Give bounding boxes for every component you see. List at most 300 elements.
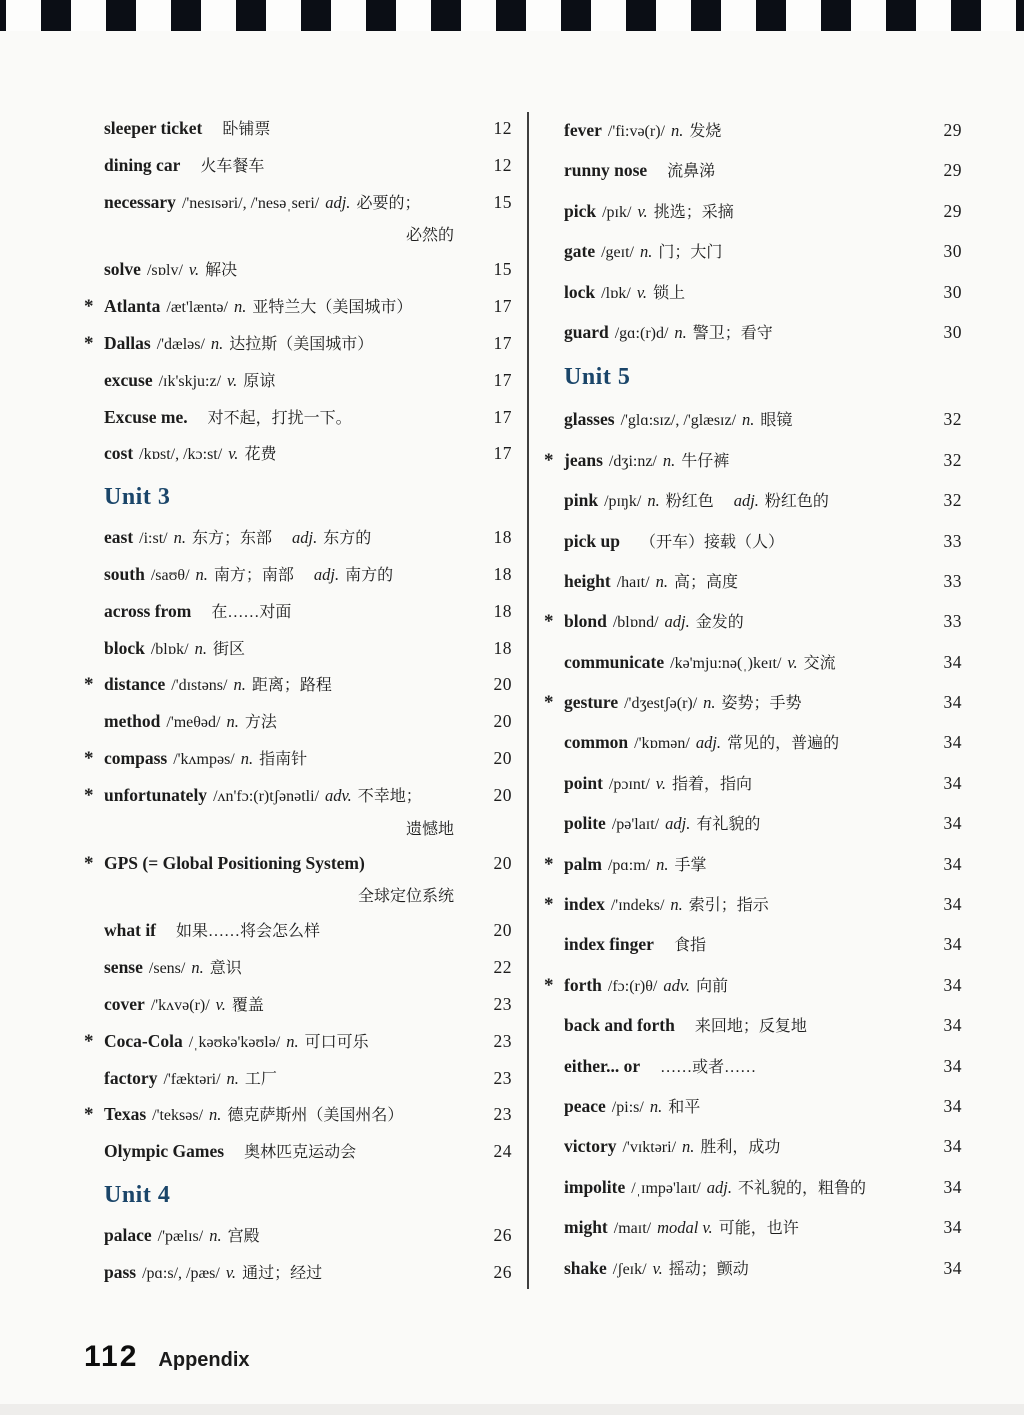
star-marker: * bbox=[84, 674, 94, 696]
entry-body bbox=[104, 740, 472, 779]
entry-word: unfortunately bbox=[104, 784, 208, 805]
entry-body bbox=[564, 1248, 922, 1290]
entry-phonetic: /'pælɪs/ bbox=[157, 1227, 204, 1245]
entry-phonetic: /pɪk/ bbox=[602, 203, 632, 221]
entry-page-number: 18 bbox=[493, 637, 512, 658]
entry-phonetic: /ɪk'skju:z/ bbox=[158, 372, 222, 390]
entry-translation: 必要的； bbox=[356, 194, 421, 212]
entry-translation: 食指 bbox=[673, 937, 706, 955]
entry-body bbox=[104, 949, 472, 988]
vocab-entry bbox=[544, 1248, 962, 1288]
entry-word: south bbox=[104, 563, 145, 584]
entry-page-number: 23 bbox=[493, 1067, 512, 1088]
vocab-entry bbox=[84, 184, 512, 221]
entry-phonetic: /saʊθ/ bbox=[150, 566, 190, 584]
vocab-entry bbox=[84, 325, 512, 362]
entry-page-number: 17 bbox=[493, 296, 512, 317]
vocab-entry bbox=[84, 703, 512, 740]
entry-body bbox=[564, 399, 922, 441]
entry-word: what if bbox=[104, 920, 157, 941]
entry-word: back and forth bbox=[564, 1015, 675, 1036]
entry-word: distance bbox=[104, 674, 166, 695]
entry-phonetic: /'dʒestʃə(r)/ bbox=[624, 695, 698, 713]
entry-page-number: 34 bbox=[943, 1257, 962, 1278]
entry-phonetic: /maɪt/ bbox=[613, 1220, 652, 1238]
entry-word: pass bbox=[104, 1261, 137, 1282]
entry-translation: 和平 bbox=[668, 1098, 701, 1116]
entry-phonetic: /blɒk/ bbox=[150, 640, 189, 658]
entry-page-number: 20 bbox=[493, 920, 512, 941]
entry-page-number: 20 bbox=[493, 784, 512, 805]
entry-translation: 高；高度 bbox=[673, 573, 738, 591]
part-of-speech: n. bbox=[209, 1105, 222, 1125]
vocab-entry bbox=[544, 150, 962, 190]
part-of-speech: n. bbox=[662, 450, 676, 470]
unit-heading: Unit 5 bbox=[564, 364, 631, 391]
entry-word: jeans bbox=[564, 449, 603, 470]
entry-page-number: 34 bbox=[943, 772, 962, 793]
entry-word: dining car bbox=[104, 154, 181, 175]
entry-phonetic: /kɒst/, /kɔ:st/ bbox=[139, 446, 223, 464]
entry-phonetic: /'meθəd/ bbox=[166, 714, 221, 732]
entry-word: pick bbox=[564, 200, 597, 221]
entry-translation: 来回地；反复地 bbox=[694, 1018, 807, 1036]
entry-page-number: 17 bbox=[493, 332, 512, 353]
entry-word: sense bbox=[104, 957, 143, 978]
entry-body bbox=[564, 272, 922, 314]
entry-translation: 不礼貌的，粗鲁的 bbox=[738, 1179, 867, 1197]
entry-body bbox=[104, 184, 472, 223]
entry-translation: 宫殿 bbox=[227, 1227, 260, 1245]
entry-phonetic: /pɔɪnt/ bbox=[608, 775, 650, 793]
entry-body bbox=[564, 1086, 922, 1128]
entry-translation: 如果……将会怎么样 bbox=[176, 923, 321, 941]
part-of-speech: v. bbox=[655, 773, 667, 793]
part-of-speech: n. bbox=[210, 333, 224, 353]
entry-translation-continued: 全球定位系统 bbox=[357, 888, 454, 906]
entry-word: compass bbox=[104, 747, 168, 768]
entry-page-number: 23 bbox=[493, 1104, 512, 1125]
entry-translation: ……或者…… bbox=[660, 1058, 757, 1076]
vocab-entry bbox=[84, 1133, 512, 1170]
vocab-entry bbox=[84, 912, 512, 949]
page-number: 112 bbox=[84, 1340, 139, 1373]
entry-page-number: 33 bbox=[943, 530, 962, 551]
column-divider bbox=[527, 112, 529, 1289]
entry-body bbox=[564, 1167, 922, 1209]
entry-phonetic: /blɒnd/ bbox=[612, 614, 659, 632]
entry-page-number: 17 bbox=[493, 443, 512, 464]
entry-translation: 南方的 bbox=[345, 566, 394, 584]
entry-body bbox=[104, 845, 472, 884]
vocab-entry bbox=[84, 110, 512, 147]
entry-word: glasses bbox=[564, 409, 615, 430]
vocab-entry bbox=[544, 1207, 962, 1247]
vocab-entry bbox=[84, 630, 512, 667]
entry-page-number: 34 bbox=[943, 732, 962, 753]
entry-body bbox=[104, 1096, 472, 1135]
entry-translation: 对不起，打扰一下。 bbox=[207, 409, 352, 427]
entry-word: excuse bbox=[104, 369, 153, 390]
vocab-entry bbox=[544, 924, 962, 964]
entry-translation: 常见的，普遍的 bbox=[727, 735, 840, 753]
entry-word: pink bbox=[564, 490, 599, 511]
entry-page-number: 34 bbox=[943, 934, 962, 955]
vocab-entry bbox=[544, 803, 962, 843]
entry-phonetic: /'kʌvə(r)/ bbox=[150, 996, 210, 1014]
entry-translation: 解决 bbox=[205, 262, 238, 280]
entry-phonetic: /dʒi:nz/ bbox=[608, 452, 657, 470]
entry-word: cover bbox=[104, 993, 145, 1014]
entry-page-number: 34 bbox=[943, 894, 962, 915]
entry-phonetic: /pɑ:s/, /pæs/ bbox=[142, 1264, 220, 1282]
part-of-speech: modal v. bbox=[657, 1218, 713, 1238]
part-of-speech: adj. bbox=[664, 612, 690, 632]
vocab-entry bbox=[84, 435, 512, 472]
entry-phonetic: /ʃeɪk/ bbox=[612, 1260, 647, 1278]
entry-word: polite bbox=[564, 813, 606, 834]
entry-translation: 粉红色的 bbox=[764, 493, 829, 511]
entry-word: Texas bbox=[104, 1104, 147, 1125]
part-of-speech: n. bbox=[742, 410, 755, 430]
vocab-entry bbox=[544, 480, 962, 520]
entry-page-number: 17 bbox=[493, 406, 512, 427]
entry-page-number: 34 bbox=[943, 1136, 962, 1157]
entry-word: Olympic Games bbox=[104, 1141, 225, 1162]
entry-translation: 达拉斯（美国城市） bbox=[229, 335, 374, 353]
entry-body bbox=[104, 593, 472, 632]
entry-translation: 卧铺票 bbox=[222, 121, 271, 138]
entry-word: victory bbox=[564, 1136, 617, 1157]
part-of-speech: n. bbox=[209, 1225, 222, 1245]
entry-page-number: 34 bbox=[943, 692, 962, 713]
vocab-entry bbox=[544, 399, 962, 439]
entry-page-number: 29 bbox=[943, 160, 962, 181]
entry-translation: 覆盖 bbox=[231, 996, 264, 1014]
entry-page-number: 34 bbox=[943, 1095, 962, 1116]
entry-page-number: 12 bbox=[493, 118, 512, 138]
vocab-entry bbox=[544, 110, 962, 150]
entry-page-number: 23 bbox=[493, 993, 512, 1014]
unit-heading: Unit 4 bbox=[104, 1181, 171, 1208]
entry-page-number: 32 bbox=[943, 409, 962, 430]
entry-phonetic: /ˌɪmpə'laɪt/ bbox=[631, 1179, 701, 1197]
entry-word: lock bbox=[564, 281, 596, 302]
entry-translation: 指南针 bbox=[259, 750, 308, 768]
star-marker: * bbox=[84, 747, 94, 769]
entry-translation: （开车）接载（人） bbox=[639, 533, 784, 551]
entry-phonetic: /sɒlv/ bbox=[146, 262, 183, 280]
entry-phonetic: /sens/ bbox=[148, 960, 186, 978]
entry-phonetic: /'nesɪsəri/, /'nesəˌseri/ bbox=[181, 194, 320, 212]
entry-body bbox=[104, 777, 472, 816]
vocab-entry bbox=[84, 949, 512, 986]
entry-page-number: 26 bbox=[493, 1261, 512, 1282]
entry-body bbox=[564, 601, 922, 643]
entry-translation: 指着，指向 bbox=[672, 775, 753, 793]
entry-body bbox=[564, 682, 922, 724]
part-of-speech: adj. bbox=[706, 1177, 732, 1197]
entry-page-number: 24 bbox=[493, 1141, 512, 1162]
entry-body bbox=[564, 722, 922, 764]
part-of-speech: v. bbox=[227, 370, 238, 390]
part-of-speech: n. bbox=[656, 854, 669, 874]
entry-body bbox=[104, 1254, 472, 1293]
entry-phonetic: /'kɒmən/ bbox=[634, 735, 690, 753]
entry-translation: 原谅 bbox=[243, 372, 276, 390]
entry-body bbox=[104, 1217, 472, 1256]
entry-body bbox=[564, 150, 922, 192]
binding-stripes bbox=[0, 0, 1024, 31]
entry-body bbox=[104, 666, 472, 705]
entry-translation: 亚特兰大（美国城市） bbox=[252, 299, 413, 317]
vocab-entry bbox=[84, 362, 512, 399]
entry-translation: 索引；指示 bbox=[688, 897, 769, 915]
footer-section-label: Appendix bbox=[158, 1349, 250, 1371]
entry-word: height bbox=[564, 570, 611, 591]
entry-page-number: 20 bbox=[493, 852, 512, 873]
part-of-speech: n. bbox=[682, 1137, 695, 1157]
entry-translation: 街区 bbox=[212, 640, 245, 658]
entry-word: common bbox=[564, 732, 629, 753]
part-of-speech: n. bbox=[195, 564, 208, 584]
entry-translation: 胜利，成功 bbox=[700, 1139, 781, 1157]
entry-translation: 牛仔裤 bbox=[681, 452, 730, 470]
entry-page-number: 29 bbox=[943, 200, 962, 221]
entry-translation: 手掌 bbox=[674, 856, 707, 874]
entry-page-number: 34 bbox=[943, 1176, 962, 1197]
unit-heading: Unit 3 bbox=[104, 484, 171, 511]
part-of-speech: adj. bbox=[292, 528, 318, 548]
entry-phonetic: /pi:s/ bbox=[611, 1098, 644, 1116]
entry-translation: 东方的 bbox=[323, 530, 372, 548]
entry-phonetic: /kə'mju:nə(ˌ)keɪt/ bbox=[670, 654, 782, 672]
vocab-entry bbox=[544, 1167, 962, 1207]
entry-translation: 眼镜 bbox=[760, 412, 793, 430]
entry-page-number: 34 bbox=[943, 651, 962, 672]
entry-word: blond bbox=[564, 611, 607, 632]
vocab-entry bbox=[544, 844, 962, 884]
entry-translation: 火车餐车 bbox=[200, 157, 265, 175]
part-of-speech: v. bbox=[637, 201, 648, 221]
entry-translation: 不幸地； bbox=[357, 787, 422, 805]
entry-body bbox=[564, 110, 922, 152]
part-of-speech: adv. bbox=[325, 785, 352, 805]
entry-word: runny nose bbox=[564, 160, 648, 181]
entry-phonetic: /fɔ:(r)θ/ bbox=[607, 977, 658, 995]
entry-page-number: 26 bbox=[493, 1224, 512, 1245]
star-marker: * bbox=[84, 296, 94, 318]
entry-word: solve bbox=[104, 259, 141, 280]
part-of-speech: n. bbox=[703, 693, 716, 713]
entry-translation: 距离；路程 bbox=[251, 677, 332, 695]
entry-phonetic: /haɪt/ bbox=[616, 573, 650, 591]
entry-page-number: 20 bbox=[493, 711, 512, 732]
entry-word: shake bbox=[564, 1257, 607, 1278]
entry-body bbox=[104, 435, 472, 474]
entry-phonetic: /i:st/ bbox=[139, 530, 168, 548]
entry-page-number: 18 bbox=[493, 527, 512, 548]
entry-body bbox=[104, 630, 472, 669]
part-of-speech: adj. bbox=[733, 491, 759, 511]
vocab-entry bbox=[544, 642, 962, 682]
entry-translation: 发烧 bbox=[689, 123, 722, 140]
entry-word: Atlanta bbox=[104, 296, 161, 317]
entry-page-number: 15 bbox=[493, 191, 512, 212]
entry-translation: 工厂 bbox=[244, 1070, 277, 1088]
vocab-entry bbox=[544, 682, 962, 722]
entry-body bbox=[104, 288, 472, 327]
vocab-entry bbox=[544, 191, 962, 231]
page-bottom-edge bbox=[0, 1404, 1024, 1415]
entry-translation: 姿势；手势 bbox=[721, 695, 802, 713]
vocab-entry bbox=[84, 147, 512, 184]
entry-translation: 粉红色 bbox=[665, 493, 714, 511]
vocab-entry bbox=[544, 722, 962, 762]
entry-word: fever bbox=[564, 120, 602, 140]
entry-translation: 可口可乐 bbox=[304, 1033, 369, 1051]
part-of-speech: n. bbox=[674, 322, 687, 342]
entry-body bbox=[104, 912, 472, 951]
entry-word: method bbox=[104, 711, 161, 732]
entry-translation: 东方；东部 bbox=[191, 530, 272, 548]
entry-phonetic: /'teksəs/ bbox=[152, 1107, 204, 1125]
entry-body bbox=[104, 1023, 472, 1062]
entry-page-number: 17 bbox=[493, 369, 512, 390]
entry-translation: 交流 bbox=[803, 654, 836, 672]
part-of-speech: adj. bbox=[665, 814, 691, 834]
entry-page-number: 30 bbox=[943, 241, 962, 262]
star-marker: * bbox=[84, 1104, 94, 1126]
vocab-entry bbox=[84, 1096, 512, 1133]
entry-translation: 方法 bbox=[244, 714, 277, 732]
entry-body bbox=[104, 110, 472, 149]
entry-word: communicate bbox=[564, 651, 665, 672]
entry-word: GPS (= Global Positioning System) bbox=[104, 852, 365, 873]
entry-page-number: 32 bbox=[943, 449, 962, 470]
entry-phonetic: /'glɑ:sɪz/, /'glæsɪz/ bbox=[620, 412, 737, 430]
entry-body bbox=[564, 312, 922, 354]
part-of-speech: v. bbox=[636, 282, 648, 302]
entry-word: gesture bbox=[564, 692, 619, 713]
entry-body bbox=[104, 556, 472, 595]
entry-body bbox=[564, 1126, 922, 1168]
entry-body bbox=[104, 251, 472, 290]
vocab-entry bbox=[544, 601, 962, 641]
vocab-entry bbox=[544, 1005, 962, 1045]
entry-body bbox=[564, 642, 922, 684]
entry-phonetic: /lɒk/ bbox=[601, 284, 631, 302]
vocab-entry bbox=[84, 288, 512, 325]
entry-word: index bbox=[564, 894, 605, 915]
star-marker: * bbox=[544, 974, 554, 996]
entry-word: might bbox=[564, 1217, 608, 1238]
entry-word: peace bbox=[564, 1095, 606, 1116]
entry-phonetic: /'fi:və(r)/ bbox=[607, 123, 665, 140]
entry-body bbox=[104, 325, 472, 364]
entry-translation: 奥林匹克运动会 bbox=[244, 1144, 357, 1162]
entry-page-number: 23 bbox=[493, 1030, 512, 1051]
part-of-speech: v. bbox=[225, 1262, 237, 1282]
vocab-entry bbox=[544, 231, 962, 271]
entry-body bbox=[564, 965, 922, 1007]
entry-word: palace bbox=[104, 1224, 152, 1245]
part-of-speech: n. bbox=[191, 958, 204, 978]
entry-page-number: 32 bbox=[943, 490, 962, 511]
entry-translation: 门；大门 bbox=[658, 244, 723, 262]
entry-phonetic: /'dɪstəns/ bbox=[171, 677, 228, 695]
entry-body bbox=[104, 703, 472, 742]
entry-word: Dallas bbox=[104, 332, 151, 353]
entry-body bbox=[564, 763, 922, 805]
entry-phonetic: /'dæləs/ bbox=[156, 335, 205, 353]
vocab-entry bbox=[544, 1126, 962, 1166]
vocab-entry bbox=[544, 884, 962, 924]
entry-phonetic: /æt'læntə/ bbox=[166, 299, 228, 317]
part-of-speech: n. bbox=[655, 571, 668, 591]
vocab-entry bbox=[544, 440, 962, 480]
vocab-entry bbox=[544, 272, 962, 312]
entry-word: across from bbox=[104, 600, 192, 621]
star-marker: * bbox=[544, 449, 554, 471]
entry-word: sleeper ticket bbox=[104, 118, 203, 138]
part-of-speech: v. bbox=[652, 1258, 663, 1278]
entry-word: pick up bbox=[564, 530, 620, 551]
entry-body bbox=[564, 191, 922, 233]
entry-page-number: 29 bbox=[943, 120, 962, 140]
part-of-speech: n. bbox=[670, 895, 683, 915]
entry-page-number: 20 bbox=[493, 674, 512, 695]
entry-body bbox=[104, 519, 472, 558]
entry-body bbox=[564, 231, 922, 273]
entry-word: east bbox=[104, 527, 134, 548]
entry-page-number: 30 bbox=[943, 281, 962, 302]
entry-word: point bbox=[564, 772, 603, 793]
entry-body bbox=[564, 1207, 922, 1249]
star-marker: * bbox=[544, 692, 554, 714]
entry-phonetic: /'kʌmpəs/ bbox=[173, 750, 235, 768]
entry-phonetic: /geɪt/ bbox=[601, 244, 634, 262]
part-of-speech: n. bbox=[670, 121, 684, 140]
part-of-speech: n. bbox=[240, 748, 254, 768]
entry-word: palm bbox=[564, 853, 602, 874]
entry-page-number: 33 bbox=[943, 611, 962, 632]
entry-word: index finger bbox=[564, 934, 654, 955]
entry-phonetic: /ʌn'fɔ:(r)tʃənətli/ bbox=[213, 787, 320, 805]
vocab-entry bbox=[84, 777, 512, 814]
vocab-entry bbox=[84, 519, 512, 556]
entry-phonetic: /gɑ:(r)d/ bbox=[614, 324, 669, 342]
part-of-speech: v. bbox=[787, 652, 798, 672]
entry-translation-continued: 必然的 bbox=[405, 227, 454, 245]
entry-word: factory bbox=[104, 1067, 158, 1088]
vocab-entry bbox=[84, 986, 512, 1023]
entry-word: necessary bbox=[104, 191, 176, 212]
entry-translation: 警卫；看守 bbox=[692, 324, 773, 342]
vocab-entry bbox=[84, 666, 512, 703]
entry-page-number: 18 bbox=[493, 600, 512, 621]
part-of-speech: n. bbox=[640, 242, 653, 262]
entry-page-number: 34 bbox=[943, 974, 962, 995]
part-of-speech: n. bbox=[194, 638, 207, 658]
entry-page-number: 30 bbox=[943, 321, 962, 342]
vocab-entry bbox=[84, 556, 512, 593]
vocab-column-left bbox=[84, 110, 512, 1291]
entry-body bbox=[564, 924, 922, 966]
entry-translation: 流鼻涕 bbox=[667, 163, 716, 181]
entry-word: either... or bbox=[564, 1055, 641, 1076]
entry-translation: 挑选；采摘 bbox=[653, 203, 734, 221]
